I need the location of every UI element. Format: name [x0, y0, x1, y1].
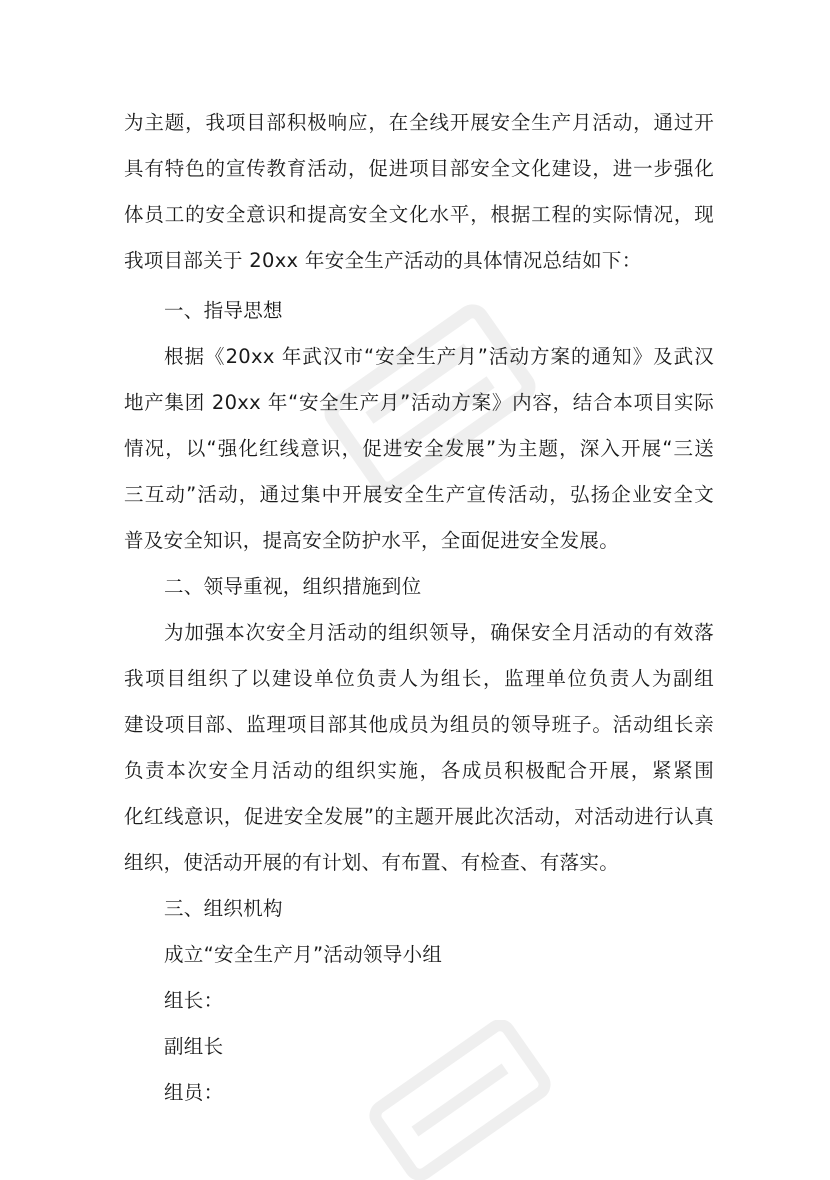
paragraph-line: 为加强本次安全月活动的组织领导，确保安全月活动的有效落 — [164, 621, 714, 644]
section-2-paragraph — [124, 610, 714, 886]
paragraph-line: 体员工的安全意识和提高安全文化水平，根据工程的实际情况，现 — [124, 203, 714, 226]
paragraph-line: 为主题，我项目部积极响应，在全线开展安全生产月活动，通过开 — [124, 111, 714, 134]
paragraph-line: 情况，以“强化红线意识，促进安全发展”为主题，深入开展“三送 — [124, 437, 714, 460]
paragraph-line: 具有特色的宣传教育活动，促进项目部安全文化建设，进一步强化 — [124, 157, 714, 180]
section-heading-3: 三、组织机构 — [164, 897, 283, 920]
leader-label: 组长： — [164, 989, 224, 1012]
paragraph-line: 普及安全知识，提高安全防护水平，全面促进安全发展。 — [124, 529, 620, 552]
section-heading-2: 二、领导重视，组织措施到位 — [164, 575, 422, 598]
intro-paragraph — [124, 100, 714, 284]
paragraph-line: 化红线意识，促进安全发展”的主题开展此次活动，对活动进行认真 — [124, 805, 714, 828]
paragraph-line: 三互动”活动，通过集中开展安全生产宣传活动，弘扬企业安全文 — [124, 483, 714, 506]
paragraph-line: 我项目部关于 20xx 年安全生产活动的具体情况总结如下： — [124, 249, 642, 272]
paragraph-line: 根据《20xx 年武汉市“安全生产月”活动方案的通知》及武汉 — [164, 345, 714, 368]
document-body — [124, 100, 714, 1116]
paragraph-line: 我项目组织了以建设单位负责人为组长，监理单位负责人为副组 — [124, 667, 714, 690]
paragraph-line: 组织，使活动开展的有计划、有布置、有检查、有落实。 — [124, 851, 620, 874]
paragraph-line: 地产集团 20xx 年“安全生产月”活动方案》内容，结合本项目实际 — [124, 391, 714, 414]
paragraph-line: 负责本次安全月活动的组织实施，各成员积极配合开展，紧紧围 — [124, 759, 714, 782]
member-label: 组员： — [164, 1081, 224, 1104]
paragraph-line: 建设项目部、监理项目部其他成员为组员的领导班子。活动组长亲 — [124, 713, 714, 736]
section-heading-1: 一、指导思想 — [164, 299, 283, 322]
section-1-paragraph — [124, 334, 714, 564]
deputy-leader-label: 副组长 — [164, 1035, 224, 1058]
org-title: 成立“安全生产月”活动领导小组 — [164, 943, 443, 966]
